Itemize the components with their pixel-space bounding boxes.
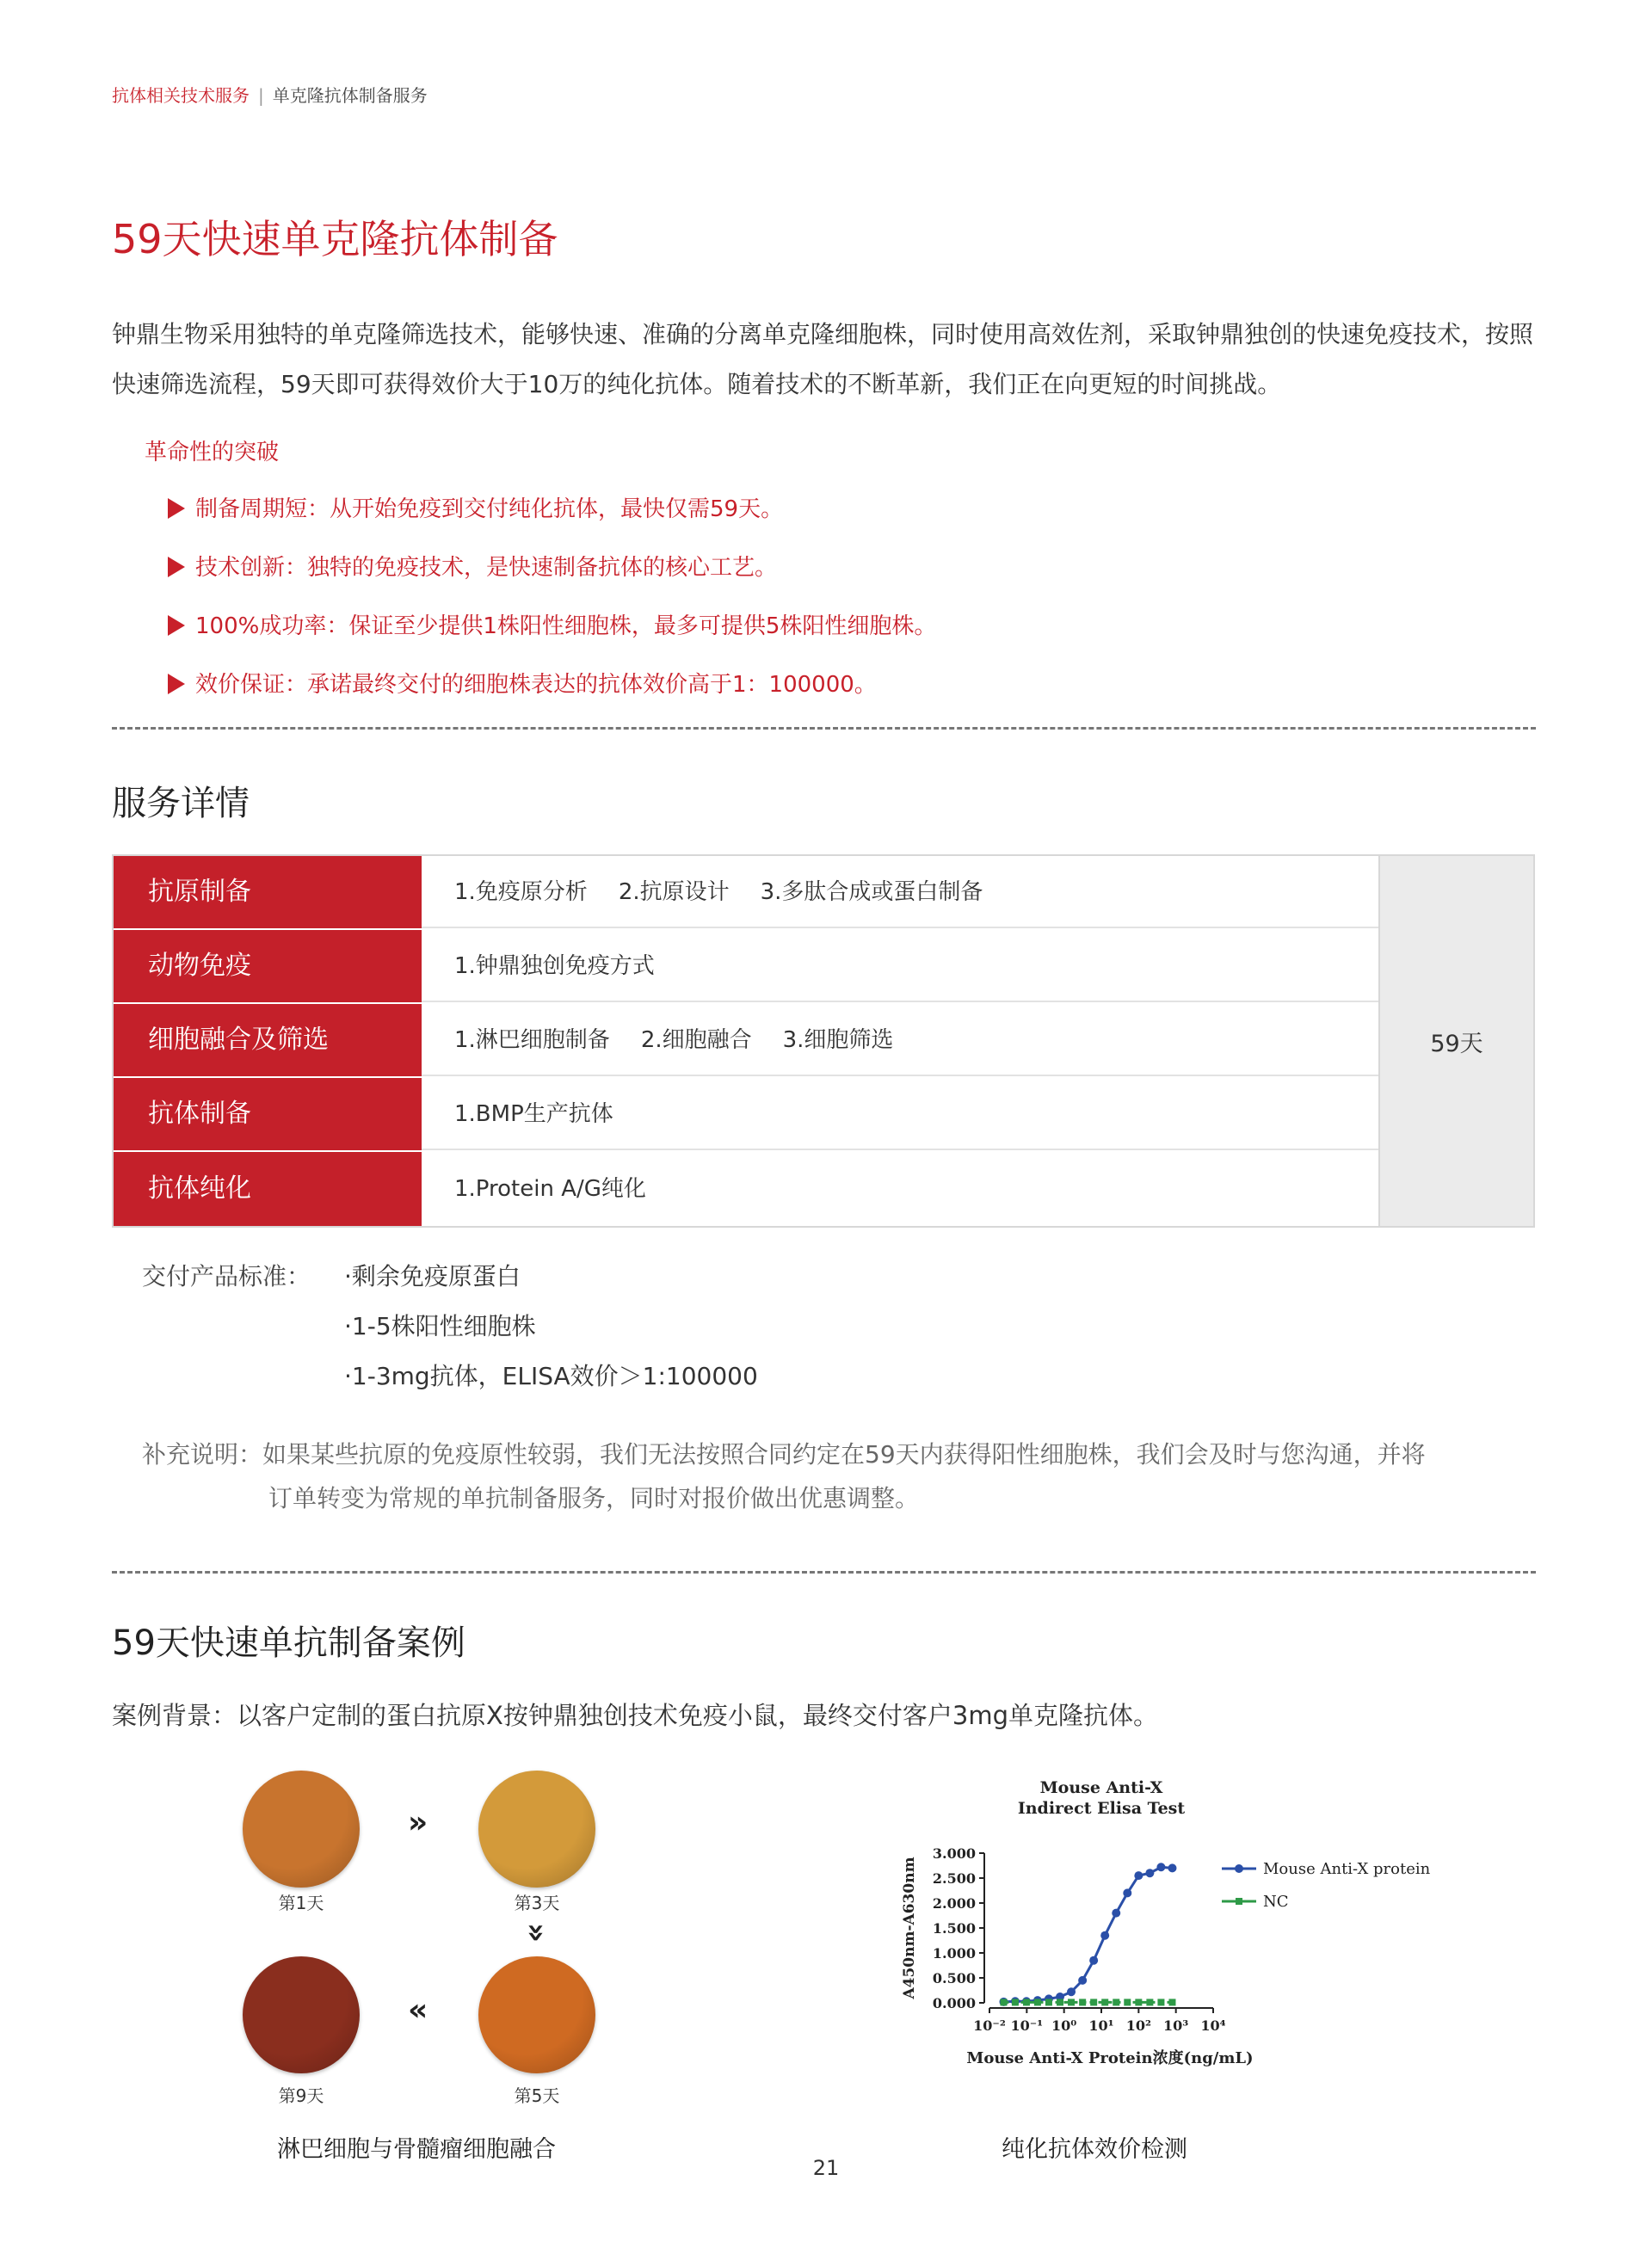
- y-tick-label: 0.500: [932, 1970, 976, 1986]
- triangle-bullet-icon: [168, 615, 185, 636]
- dish-label: 第1天: [278, 1893, 324, 1913]
- fusion-caption: 淋巴细胞与骨髓瘤细胞融合: [277, 2136, 556, 2163]
- service-row-label: 细胞融合及筛选: [114, 1004, 422, 1076]
- delivery-item: ·1-5株阳性细胞株: [344, 1312, 536, 1340]
- data-point: [1090, 1999, 1097, 2005]
- data-point: [1078, 1976, 1087, 1985]
- petri-dish-day9-image: [243, 1956, 360, 2073]
- dish-label: 第3天: [514, 1893, 560, 1913]
- service-row: [114, 1152, 1378, 1226]
- legend-label: Mouse Anti-X protein: [1263, 1860, 1431, 1878]
- service-row-label: 抗体制备: [114, 1078, 422, 1150]
- chart-subtitle: Indirect Elisa Test: [1017, 1799, 1186, 1818]
- service-row-value: [422, 1152, 1378, 1226]
- chart-title: Mouse Anti-X: [1039, 1778, 1163, 1797]
- service-step: 3.多肽合成或蛋白制备: [760, 879, 983, 905]
- note-text-line2: 订单转变为常规的单抗制备服务，同时对报价做出优惠调整。: [268, 1484, 920, 1512]
- dish-label: 第9天: [278, 2085, 324, 2106]
- data-point: [1067, 1987, 1076, 1996]
- breadcrumb: [112, 82, 428, 107]
- triangle-bullet-icon: [168, 557, 185, 577]
- x-tick-label: 10⁻²: [973, 2017, 1006, 2034]
- service-row-label: 动物免疫: [114, 930, 422, 1002]
- service-row-label: 抗体纯化: [114, 1152, 422, 1226]
- x-tick-label: 10¹: [1088, 2017, 1114, 2034]
- x-tick-label: 10⁰: [1051, 2017, 1077, 2034]
- delivery-list: [344, 1258, 758, 1407]
- data-point: [1134, 1871, 1143, 1880]
- y-tick-label: 1.000: [932, 1945, 976, 1962]
- data-point: [1123, 1888, 1131, 1897]
- service-step: 1.BMP生产抗体: [454, 1101, 613, 1127]
- data-point: [1113, 1999, 1119, 2005]
- service-row-label: 抗原制备: [114, 856, 422, 928]
- chart-caption: 纯化抗体效价检测: [1002, 2136, 1187, 2163]
- service-row: [114, 1004, 1378, 1076]
- elisa-chart: [895, 1772, 1446, 2082]
- data-point: [1135, 1999, 1142, 2005]
- y-tick-label: 2.500: [932, 1870, 976, 1887]
- breadcrumb-separator: |: [258, 85, 264, 106]
- note-text: 如果某些抗原的免疫原性较弱，我们无法按照合同约定在59天内获得阳性细胞株，我们会及时与您沟通，并将: [262, 1440, 1426, 1469]
- service-step: 1.钟鼎独创免疫方式: [454, 953, 655, 979]
- revolution-title: 革命性的突破: [145, 440, 280, 465]
- service-row-value: [422, 930, 1378, 1002]
- petri-dish-day1-image: [243, 1771, 360, 1888]
- dish-label: 第5天: [514, 2085, 560, 2106]
- triangle-bullet-icon: [168, 498, 185, 519]
- service-title: 服务详情: [112, 784, 250, 823]
- service-row-value: [422, 856, 1378, 928]
- page-number: 21: [812, 2156, 840, 2180]
- x-tick-label: 10²: [1125, 2017, 1151, 2034]
- series-line: [1003, 1867, 1172, 2002]
- data-point: [1068, 1999, 1075, 2005]
- x-tick-label: 10⁻¹: [1010, 2017, 1044, 2034]
- intro-paragraph: 钟鼎生物采用独特的单克隆筛选技术，能够快速、准确的分离单克隆细胞株，同时使用高效佐剂，采取钟鼎独创的快速免疫技术，按照快速筛选流程，59天即可获得效价大于10万的纯化抗体。随着技术的不断革新，我们正在向更短的时间挑战。: [112, 320, 1534, 398]
- case-title: 59天快速单抗制备案例: [112, 1623, 465, 1663]
- data-point: [1079, 1999, 1086, 2005]
- service-row: [114, 930, 1378, 1002]
- divider: [112, 727, 1536, 730]
- data-point: [1089, 1956, 1098, 1965]
- service-step: 1.Protein A/G纯化: [454, 1176, 646, 1202]
- legend-marker: [1236, 1898, 1242, 1905]
- triangle-bullet-icon: [168, 674, 185, 694]
- data-point: [1124, 1999, 1131, 2005]
- revolution-item-text: 制备周期短：从开始免疫到交付纯化抗体，最快仅需59天。: [195, 496, 784, 522]
- x-tick-label: 10³: [1163, 2017, 1189, 2034]
- service-table: [112, 854, 1535, 1228]
- service-step: 2.抗原设计: [618, 879, 730, 905]
- revolution-item: [168, 490, 936, 549]
- breadcrumb-section: 抗体相关技术服务: [112, 85, 250, 106]
- service-step: 1.免疫原分析: [454, 879, 588, 905]
- revolution-item: [168, 607, 936, 666]
- note: [142, 1430, 1426, 1480]
- y-tick-label: 3.000: [932, 1845, 976, 1862]
- service-row-value: [422, 1078, 1378, 1150]
- data-point: [1023, 1999, 1030, 2005]
- data-point: [1112, 1909, 1120, 1918]
- delivery-item: ·1-3mg抗体，ELISA效价＞1:100000: [344, 1362, 758, 1390]
- arrow-right-icon: »: [408, 1805, 428, 1840]
- y-tick-label: 2.000: [932, 1895, 976, 1912]
- y-tick-label: 1.500: [932, 1920, 976, 1937]
- data-point: [1045, 1999, 1052, 2005]
- data-point: [1012, 1999, 1019, 2005]
- service-step: 3.细胞筛选: [782, 1027, 894, 1053]
- page-title: 59天快速单克隆抗体制备: [112, 216, 558, 262]
- y-axis-label: A450nm-A630nm: [901, 1857, 918, 1999]
- arrow-down-icon: »: [519, 1922, 555, 1943]
- petri-dish-day3-image: [478, 1771, 595, 1888]
- service-row: [114, 1078, 1378, 1150]
- note-label: 补充说明：: [142, 1440, 263, 1469]
- data-point: [1157, 1999, 1164, 2005]
- petri-dish-day5-image: [478, 1956, 595, 2073]
- y-tick-label: 0.000: [932, 1995, 976, 2011]
- data-point: [1000, 1999, 1007, 2005]
- service-duration: 59天: [1378, 856, 1533, 1226]
- data-point: [1145, 1869, 1154, 1877]
- service-step: 1.淋巴细胞制备: [454, 1027, 610, 1053]
- data-point: [1168, 1863, 1176, 1872]
- legend-marker: [1235, 1864, 1243, 1873]
- breadcrumb-page: 单克隆抗体制备服务: [272, 85, 428, 106]
- service-row: [114, 856, 1378, 928]
- divider: [112, 1571, 1536, 1574]
- x-tick-label: 10⁴: [1200, 2017, 1226, 2034]
- legend-label: NC: [1263, 1893, 1289, 1911]
- revolution-item-text: 效价保证：承诺最终交付的细胞株表达的抗体效价高于1：100000。: [195, 672, 877, 698]
- data-point: [1057, 1999, 1063, 2005]
- revolution-item-text: 技术创新：独特的免疫技术，是快速制备抗体的核心工艺。: [195, 555, 778, 581]
- data-point: [1100, 1931, 1109, 1940]
- revolution-item: [168, 549, 936, 607]
- data-point: [1146, 1999, 1153, 2005]
- data-point: [1168, 1999, 1175, 2005]
- service-step: 2.细胞融合: [640, 1027, 752, 1053]
- arrow-left-icon: «: [408, 1993, 428, 2028]
- data-point: [1101, 1999, 1108, 2005]
- revolution-item-text: 100%成功率：保证至少提供1株阳性细胞株，最多可提供5株阳性细胞株。: [195, 613, 937, 639]
- x-axis-label: Mouse Anti-X Protein浓度(ng/mL): [966, 2049, 1254, 2067]
- delivery-label: 交付产品标准：: [142, 1262, 311, 1290]
- revolution-item: [168, 666, 936, 724]
- service-row-value: [422, 1004, 1378, 1076]
- revolution-list: [168, 490, 936, 724]
- data-point: [1034, 1999, 1041, 2005]
- data-point: [1156, 1863, 1165, 1871]
- delivery-item: ·剩余免疫原蛋白: [344, 1262, 521, 1290]
- case-background: 案例背景：以客户定制的蛋白抗原X按钟鼎独创技术免疫小鼠，最终交付客户3mg单克隆抗体。: [112, 1701, 1158, 1730]
